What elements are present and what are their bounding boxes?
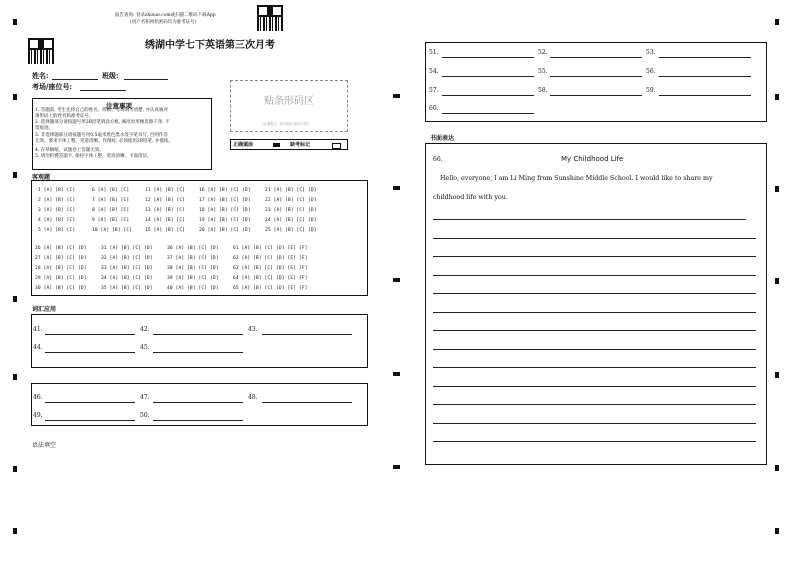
registration-mark xyxy=(775,278,779,284)
writing-line[interactable] xyxy=(433,312,756,313)
mc-option[interactable]: 37 [A] [B] [C] [D] xyxy=(167,256,219,261)
mc-option[interactable]: 35 [A] [B] [C] [D] xyxy=(101,286,153,291)
mc-option[interactable]: 40 [A] [B] [C] [D] xyxy=(167,286,219,291)
mc-option[interactable]: 64 [A] [B] [C] [D] [E] [F] xyxy=(233,276,308,281)
mc-option[interactable]: 19 [A] [B] [C] [D] xyxy=(199,218,251,223)
notes-line: 无效。要求字体工整、笔迹清晰。作图时, 必须使用2B铅笔, 并描浓。 xyxy=(35,139,173,144)
question-number: 59. xyxy=(646,87,656,94)
writing-line[interactable] xyxy=(433,423,756,424)
notes-line: 1. 答题前, 考生先将自己的姓名、班级、考场填写清楚, 并认真核对 xyxy=(35,108,168,113)
mc-option[interactable]: 30 [A] [B] [C] [D] xyxy=(35,286,87,291)
question-number: 55. xyxy=(538,68,548,75)
question-number: 51. xyxy=(429,49,439,56)
registration-mark xyxy=(13,528,17,534)
question-number: 43. xyxy=(248,326,258,333)
question-number: 54. xyxy=(429,68,439,75)
registration-mark xyxy=(13,172,17,178)
notes-line: 5. 请勿折叠答题卡, 保持字体工整、笔迹清晰、卡面清洁。 xyxy=(35,154,152,159)
writing-line[interactable] xyxy=(433,238,756,239)
registration-mark xyxy=(393,94,400,98)
mc-option[interactable]: 5 [A] [B] [C] xyxy=(38,228,76,233)
registration-mark xyxy=(393,186,400,190)
question-number: 52. xyxy=(538,49,548,56)
correct-fill-label: 正确填涂 xyxy=(233,142,254,148)
name-field[interactable] xyxy=(52,79,98,80)
writing-line[interactable] xyxy=(433,256,756,257)
missing-mark-label: 缺考标记 xyxy=(290,142,311,148)
notes-line: 4. 在草稿纸、试题卷上答题无效。 xyxy=(35,148,104,153)
mc-option[interactable]: 18 [A] [B] [C] [D] xyxy=(199,208,251,213)
page-title: 绣湖中学七下英语第三次月考 xyxy=(145,40,275,51)
answer-line[interactable] xyxy=(659,76,751,77)
barcode-hint: (正面朝上, 切勿贴出虚线方框) xyxy=(262,122,309,126)
question-number: 44. xyxy=(33,344,43,351)
mc-option[interactable]: 25 [A] [B] [C] [D] xyxy=(265,228,317,233)
essay-line2: childhood life with you. xyxy=(433,194,508,201)
writing-line[interactable] xyxy=(433,404,756,405)
registration-mark xyxy=(393,465,400,469)
filled-box-icon xyxy=(273,143,280,147)
notes-line: 3. 非选择题部分请按题号用0.5毫米黑色墨水签字笔书写, 否则作答 xyxy=(35,133,168,138)
writing-line[interactable] xyxy=(433,349,756,350)
vocab-section-title: 词汇应用 xyxy=(32,306,57,313)
answer-line[interactable] xyxy=(262,402,352,403)
answer-line[interactable] xyxy=(45,352,135,353)
mc-option[interactable]: 34 [A] [B] [C] [D] xyxy=(101,276,153,281)
mc-option[interactable]: 27 [A] [B] [C] [D] xyxy=(35,256,87,261)
registration-mark xyxy=(13,94,17,100)
notes-line: 条形码上的姓名和准考证号。 xyxy=(35,114,94,119)
essay-line1: Hello, everyone, I am Li Ming from Sunshine Middle School. I would like to share my xyxy=(440,175,713,182)
question-number: 48. xyxy=(248,394,258,401)
question-number: 57. xyxy=(429,87,439,94)
essay-number: 66. xyxy=(433,156,443,163)
question-number: 45. xyxy=(140,344,150,351)
registration-mark xyxy=(775,372,779,378)
question-number: 49. xyxy=(33,412,43,419)
seat-field[interactable] xyxy=(80,90,126,91)
notes-line: 2. 选择题部分请按题号用2B铅笔填涂方框, 修改时用橡皮擦干净, 不 xyxy=(35,120,170,125)
answer-line[interactable] xyxy=(659,57,751,58)
mc-option[interactable]: 36 [A] [B] [C] [D] xyxy=(167,246,219,251)
writing-line[interactable] xyxy=(433,219,746,220)
mc-option[interactable]: 39 [A] [B] [C] [D] xyxy=(167,276,219,281)
registration-mark xyxy=(13,19,17,25)
writing-line[interactable] xyxy=(433,330,756,331)
question-number: 46. xyxy=(33,394,43,401)
registration-mark xyxy=(13,374,17,380)
mc-option[interactable]: 22 [A] [B] [C] [D] xyxy=(265,198,317,203)
answer-line[interactable] xyxy=(550,57,642,58)
missing-mark-checkbox[interactable] xyxy=(332,143,341,149)
registration-mark xyxy=(393,372,400,376)
answer-line[interactable] xyxy=(153,420,243,421)
mc-option[interactable]: 10 [A] [B] [C] xyxy=(92,228,133,233)
mc-option[interactable]: 29 [A] [B] [C] [D] xyxy=(35,276,87,281)
class-label: 班级: xyxy=(102,71,119,80)
mc-option[interactable]: 28 [A] [B] [C] [D] xyxy=(35,266,87,271)
mc-option[interactable]: 63 [A] [B] [C] [D] [E] [F] xyxy=(233,266,308,271)
essay-title: My Childhood Life xyxy=(561,155,624,163)
report-notice-line1: 报告查询: 登录zhixue.com或扫描二维码下载App xyxy=(115,13,216,18)
answer-line[interactable] xyxy=(262,334,352,335)
short-answer-box xyxy=(425,42,767,122)
mc-option[interactable]: 8 [A] [B] [C] xyxy=(92,208,130,213)
seat-label: 考场/座位号: xyxy=(32,82,73,91)
mc-option[interactable]: 26 [A] [B] [C] [D] xyxy=(35,246,87,251)
mc-option[interactable]: 33 [A] [B] [C] [D] xyxy=(101,266,153,271)
question-number: 58. xyxy=(538,87,548,94)
registration-mark xyxy=(775,186,779,192)
vocab-box xyxy=(31,314,368,368)
mc-option[interactable]: 14 [A] [B] [C] xyxy=(145,218,186,223)
question-number: 53. xyxy=(646,49,656,56)
registration-mark xyxy=(775,94,779,100)
registration-mark xyxy=(775,465,779,471)
registration-mark xyxy=(13,296,17,302)
mc-option[interactable]: 20 [A] [B] [C] [D] xyxy=(199,228,251,233)
mc-option[interactable]: 61 [A] [B] [C] [D] [E] [F] xyxy=(233,246,308,251)
mc-option[interactable]: 17 [A] [B] [C] [D] xyxy=(199,198,251,203)
mc-option[interactable]: 32 [A] [B] [C] [D] xyxy=(101,256,153,261)
registration-mark xyxy=(775,19,779,25)
writing-line[interactable] xyxy=(433,441,756,442)
mc-option[interactable]: 21 [A] [B] [C] [D] xyxy=(265,188,317,193)
mc-option[interactable]: 1 [A] [B] [C] xyxy=(38,188,76,193)
mc-option[interactable]: 12 [A] [B] [C] xyxy=(145,198,186,203)
answer-line[interactable] xyxy=(153,334,243,335)
mc-option[interactable]: 38 [A] [B] [C] [D] xyxy=(167,266,219,271)
class-field[interactable] xyxy=(124,79,168,80)
mc-option[interactable]: 13 [A] [B] [C] xyxy=(145,208,186,213)
answer-line[interactable] xyxy=(45,334,135,335)
answer-line[interactable] xyxy=(442,113,534,114)
mc-option[interactable]: 15 [A] [B] [C] xyxy=(145,228,186,233)
writing-box xyxy=(425,143,767,465)
notes-title: 注意事项 xyxy=(106,102,132,110)
answer-line[interactable] xyxy=(550,76,642,77)
mc-option[interactable]: 11 [A] [B] [C] xyxy=(145,188,186,193)
answer-line[interactable] xyxy=(153,352,243,353)
writing-line[interactable] xyxy=(433,293,756,294)
mc-option[interactable]: 62 [A] [B] [C] [D] [E] [F] xyxy=(233,256,308,261)
writing-line[interactable] xyxy=(433,386,756,387)
objective-section-title: 客观题 xyxy=(32,174,51,181)
question-number: 60. xyxy=(429,105,439,112)
answer-line[interactable] xyxy=(442,76,534,77)
mc-option[interactable]: 23 [A] [B] [C] [D] xyxy=(265,208,317,213)
grammar-section-title: 语法填空 xyxy=(32,442,57,449)
notes-line: 留痕迹。 xyxy=(35,126,53,131)
question-number: 41. xyxy=(33,326,43,333)
writing-section-title: 书面表达 xyxy=(430,135,455,142)
registration-mark xyxy=(13,466,17,472)
mc-option[interactable]: 7 [A] [B] [C] xyxy=(92,198,130,203)
registration-mark xyxy=(393,278,400,282)
mc-option[interactable]: 6 [A] [B] [C] xyxy=(92,188,130,193)
answer-line[interactable] xyxy=(659,95,751,96)
registration-mark xyxy=(775,528,779,534)
answer-line[interactable] xyxy=(550,95,642,96)
mc-option[interactable]: 3 [A] [B] [C] xyxy=(38,208,76,213)
report-notice-line2: (用户名和初始密码均为准考证号) xyxy=(130,20,197,25)
name-label: 姓名: xyxy=(32,71,49,80)
writing-line[interactable] xyxy=(433,367,756,368)
mc-option[interactable]: 9 [A] [B] [C] xyxy=(92,218,130,223)
answer-line[interactable] xyxy=(45,402,135,403)
qr-code-icon xyxy=(28,38,54,64)
answer-line[interactable] xyxy=(442,57,534,58)
mc-option[interactable]: 16 [A] [B] [C] [D] xyxy=(199,188,251,193)
question-number: 56. xyxy=(646,68,656,75)
mc-option[interactable]: 31 [A] [B] [C] [D] xyxy=(101,246,153,251)
qr-code-icon xyxy=(257,5,283,31)
mc-option[interactable]: 2 [A] [B] [C] xyxy=(38,198,76,203)
writing-line[interactable] xyxy=(433,275,756,276)
answer-line[interactable] xyxy=(45,420,135,421)
question-number: 47. xyxy=(140,394,150,401)
mc-option[interactable]: 24 [A] [B] [C] [D] xyxy=(265,218,317,223)
answer-line[interactable] xyxy=(442,95,534,96)
question-number: 50. xyxy=(140,412,150,419)
barcode-title: 贴条形码区 xyxy=(264,96,314,107)
mc-option[interactable]: 4 [A] [B] [C] xyxy=(38,218,76,223)
question-number: 42. xyxy=(140,326,150,333)
mc-option[interactable]: 65 [A] [B] [C] [D] [E] [F] xyxy=(233,286,308,291)
answer-line[interactable] xyxy=(153,402,243,403)
